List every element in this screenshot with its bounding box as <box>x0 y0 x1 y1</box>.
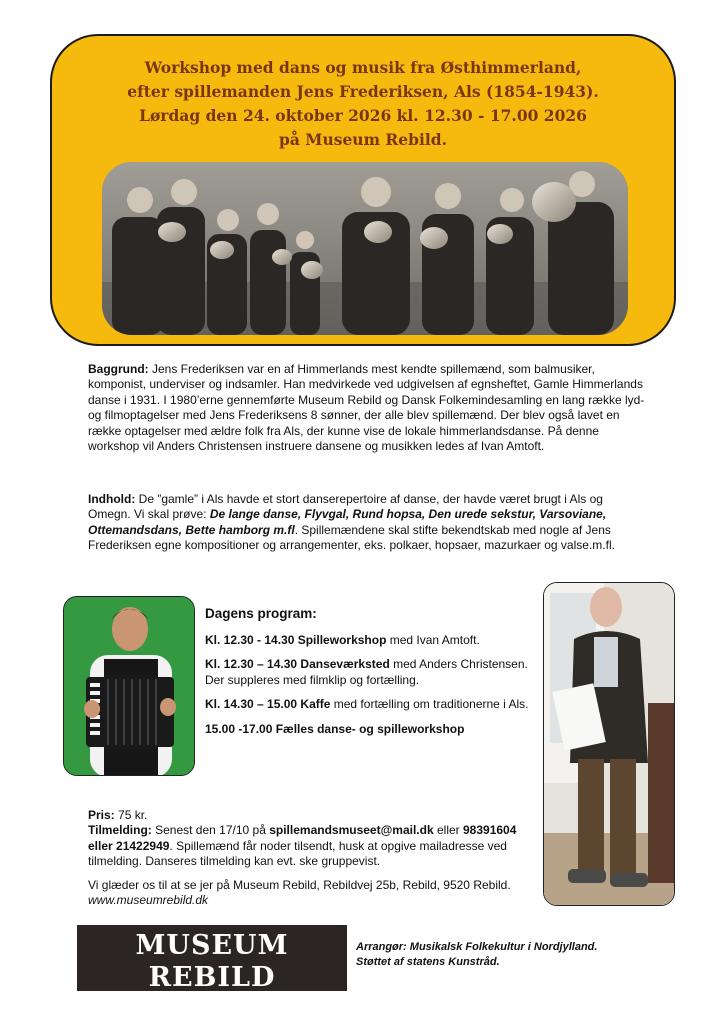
dance-list: De lange danse, Flyvgal, Rund hopsa, Den urede sekstur, Varsoviane, Ottemandsdans, Bette hamborg m.fl <box>88 507 607 537</box>
accordion-player-image <box>64 597 195 776</box>
banner-line-date: Lørdag den 24. oktober 2026 kl. 12.30 - 17.00 2026 <box>139 106 587 125</box>
program-item-1-desc: med Ivan Amtoft. <box>386 633 480 647</box>
organizer-line-2: Støttet af statens Kunstråd. <box>356 956 500 968</box>
content-text-1: De ”gamle” i Als havde et stort danserepertoire af danse, der havde været brugt i Als og Omegn. Vi skal prøve: <box>88 492 603 522</box>
registration-line <box>88 823 538 869</box>
program-item-3 <box>205 697 535 712</box>
background-text: Jens Frederiksen var en af Himmerlands mest kendte spillemænd, som balmusiker, komponist, underviser og indsamler. Han medvirkede ved udgivelsen af egnsheftet, Gamle Himmerlands danse i 1931. I 1980’erne gennemførte Museum Rebild og Dansk Folkemindesamling en lang række lyd-og filmoptagelser med Jens Frederiksens 8 sønner, der alle blev spillemænd. Der blev også lavet en række optagelser med ældre folk fra Als, der kunne vise de lokale himmerlandsdanse. På denne workshop vil Anders Christensen instruere dansene og musikken ledes af Ivan Amtoft. <box>88 362 645 454</box>
header-banner <box>50 34 676 346</box>
banner-title <box>52 56 674 152</box>
speaker-photo <box>543 582 675 906</box>
registration-text-2: eller <box>433 823 463 838</box>
brass-band-photo-image <box>102 162 628 335</box>
banner-line-title: Workshop med dans og musik fra Østhimmerland, <box>144 58 582 77</box>
organizer-note <box>356 940 656 970</box>
program-item-2-desc: med Anders Christensen. Der suppleres med filmklip og fortælling. <box>205 657 528 687</box>
program-item-1-time: Kl. 12.30 - 14.30 Spilleworkshop <box>205 633 387 647</box>
registration-phones: 98391604 eller 21422949 <box>88 823 517 853</box>
background-paragraph <box>88 362 648 454</box>
registration-label: Tilmelding: <box>88 823 152 838</box>
website-link[interactable]: www.museumrebild.dk <box>88 893 209 908</box>
program-item-2-time: Kl. 12.30 – 14.30 Danseværksted <box>205 657 390 672</box>
program-title: Dagens program: <box>205 606 317 621</box>
registration-text-1: Senest den 17/10 på <box>151 823 270 838</box>
day-program <box>205 606 535 746</box>
background-label: Baggrund: <box>88 362 149 376</box>
program-item-3-time: Kl. 14.30 – 15.00 Kaffe <box>205 697 331 712</box>
accordion-player-photo <box>63 596 195 776</box>
content-text-2: . Spillemændene skal stifte bekendtskab med nogle af Jens Frederiksen egne kompositioner og arrangementer, eks. polkaer, hopsaer, mazurkaer og valse.m.fl. <box>88 522 615 553</box>
logo-tagline: THE DANISH-AMERICAN HERITAGE CENTER <box>77 996 347 1007</box>
museum-rebild-logo <box>77 925 347 1007</box>
content-label: Indhold: <box>88 492 136 506</box>
price-label: Pris: <box>88 808 115 822</box>
price-value: 75 kr. <box>114 808 148 822</box>
registration-email: spillemandsmuseet@mail.dk <box>269 823 434 838</box>
logo-name: MUSEUM REBILD <box>135 930 289 993</box>
organizer-line-1: Arrangør: Musikalsk Folkekultur i Nordjylland. <box>356 941 598 953</box>
program-item-3-desc: med fortælling om traditionerne i Als. <box>330 697 529 712</box>
program-item-1 <box>205 633 535 648</box>
program-item-2 <box>205 657 535 688</box>
banner-line-musician: efter spillemanden Jens Frederiksen, Als (1854-1943). <box>127 82 599 101</box>
brass-band-photo <box>102 162 628 335</box>
banner-line-venue: på Museum Rebild. <box>279 130 447 149</box>
closing-line <box>88 878 538 909</box>
price-line <box>88 808 538 823</box>
program-item-4 <box>205 722 535 737</box>
content-paragraph <box>88 492 648 554</box>
speaker-image <box>544 583 675 906</box>
closing-text: Vi glæder os til at se jer på Museum Rebild, Rebildvej 25b, Rebild, 9520 Rebild. <box>88 877 511 892</box>
registration-info <box>88 808 538 908</box>
program-item-4-time: 15.00 -17.00 Fælles danse- og spilleworkshop <box>205 721 465 736</box>
registration-text-3: . Spillemænd får noder tilsendt, husk at opgive mailadresse ved tilmelding. Danseres tilmelding kan evt. ske gruppevist. <box>88 838 507 869</box>
